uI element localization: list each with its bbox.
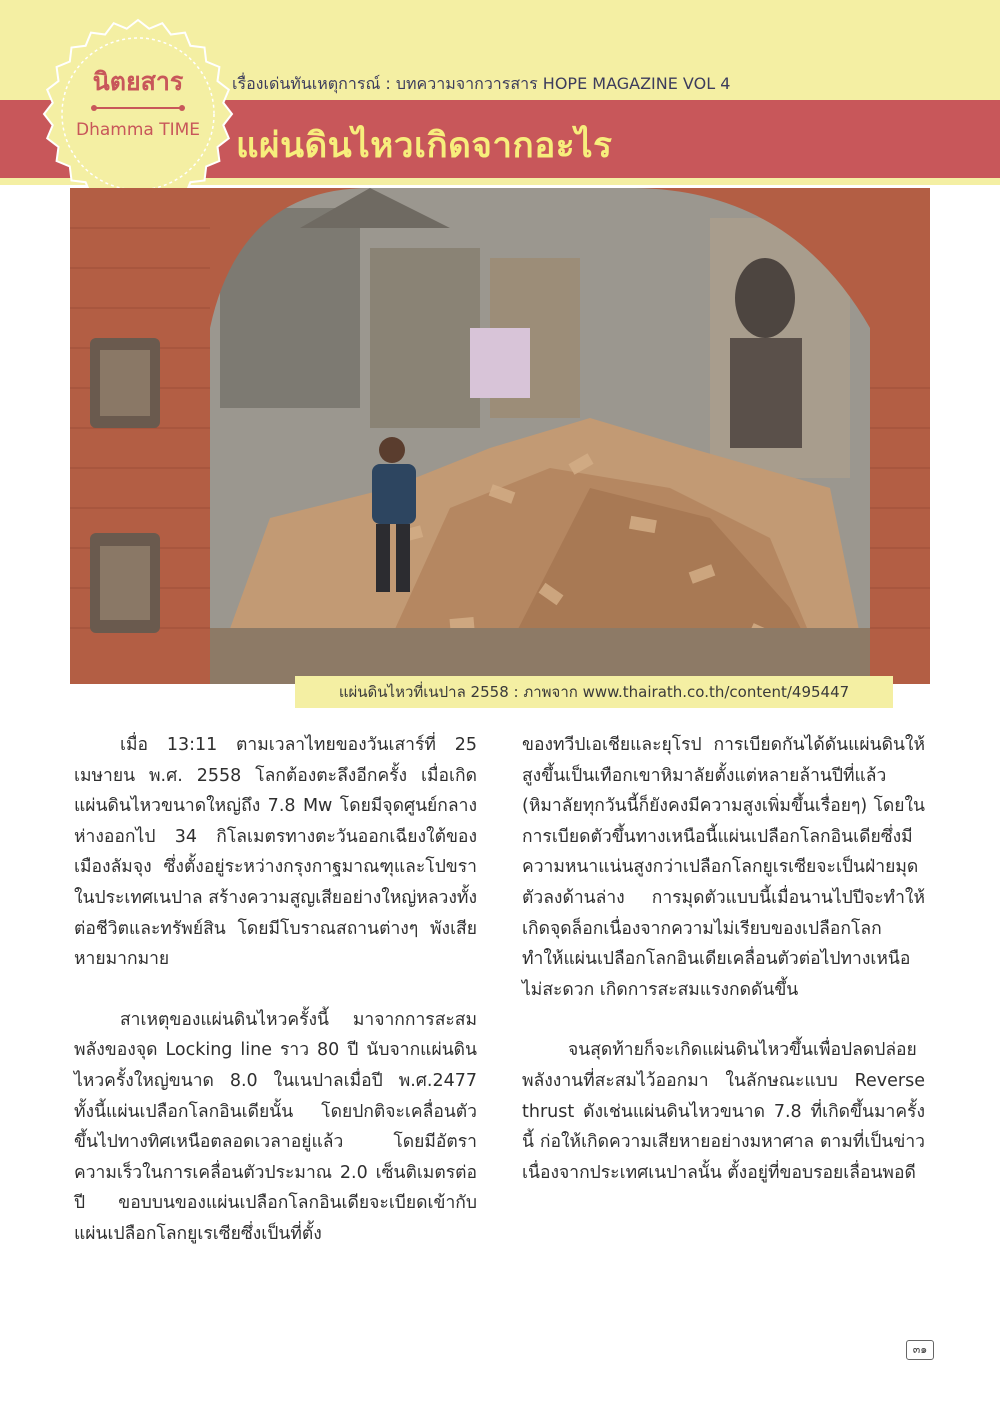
earthquake-photo [70,188,930,684]
article-title: แผ่นดินไหวเกิดจากอะไร [236,126,613,166]
photo-caption: แผ่นดินไหวที่เนปาล 2558 : ภาพจาก www.thairath.co.th/content/495447 [295,676,893,708]
badge-title: นิตยสาร [92,67,184,96]
paragraph: เมื่อ 13:11 ตามเวลาไทยของวันเสาร์ที่ 25 เมษายน พ.ศ. 2558 โลกต้องตะลึงอีกครั้ง เมื่อเกิดแผ่นดินไหวขนาดใหญ่ถึง 7.8 Mw โดยมีจุดศูนย์กลางห่างออกไป 34 กิโลเมตรทางตะวันออกเฉียงใต้ของเมืองลัมจุง ซึ่งตั้งอยู่ระหว่างกรุงกาฐมาณฑุและโปขรา ในประเทศเนปาล สร้างความสูญเสียอย่างใหญ่หลวงทั้งต่อชีวิตและทรัพย์สิน โดยมีโบราณสถานต่างๆ พังเสียหายมากมาย [74,735,477,970]
article-subtitle: เรื่องเด่นทันเหตุการณ์ : บทความจากวารสาร HOPE MAGAZINE VOL 4 [232,74,731,93]
article-column-left [74,730,477,1280]
badge-subtitle: Dhamma TIME [75,120,201,140]
paragraph: สาเหตุของแผ่นดินไหวครั้งนี้ มาจากการสะสมพลังของจุด Locking line ราว 80 ปี นับจากแผ่นดินไหวครั้งใหญ่ขนาด 8.0 ในเนปาลเมื่อปี พ.ศ.2477 ทั้งนี้แผ่นเปลือกโลกอินเดียนั้น โดยปกติจะเคลื่อนตัวขึ้นไปทางทิศเหนือตลอดเวลาอยู่แล้ว โดยมีอัตราความเร็วในการเคลื่อนตัวประมาณ 2.0 เซ็นติเมตรต่อปี ขอบบนของแผ่นเปลือกโลกอินเดียจะเบียดเข้ากับแผ่นเปลือกโลกยูเรเซียซึ่งเป็นที่ตั้ง [74,1009,477,1244]
paragraph: จนสุดท้ายก็จะเกิดแผ่นดินไหวขึ้นเพื่อปลดปล่อยพลังงานที่สะสมไว้ออกมา ในลักษณะแบบ Reverse thrust ดังเช่นแผ่นดินไหวขนาด 7.8 ที่เกิดขึ้นมาครั้งนี้ ก่อให้เกิดความเสียหายอย่างมหาศาล ตามที่เป็นข่าว เนื่องจากประเทศเนปาลนั้น ตั้งอยู่ที่ขอบรอยเลื่อนพอดี [522,1040,925,1183]
paragraph: ของทวีปเอเชียและยุโรป การเบียดกันได้ดันแผ่นดินให้สูงขึ้นเป็นเทือกเขาหิมาลัยตั้งแต่หลายล้านปีที่แล้ว (หิมาลัยทุกวันนี้ก็ยังคงมีความสูงเพิ่มขึ้นเรื่อยๆ) โดยในการเบียดตัวขึ้นทางเหนือนี้แผ่นเปลือกโลกอินเดียซึ่งมีความหนาแน่นสูงกว่าเปลือกโลกยูเรเซียจะเป็นฝ่ายมุดตัวลงด้านล่าง การมุดตัวแบบนี้เมื่อนานไปปีจะทำให้เกิดจุดล็อกเนื่องจากความไม่เรียบของเปลือกโลก ทำให้แผ่นเปลือกโลกอินเดียเคลื่อนตัวต่อไปทางเหนือไม่สะดวก เกิดการสะสมแรงกดดันขึ้น [522,735,925,1000]
page-number: ๓๑ [906,1340,934,1360]
article-column-right [522,730,925,1218]
magazine-badge [42,18,234,210]
badge-seal-icon [42,18,234,210]
